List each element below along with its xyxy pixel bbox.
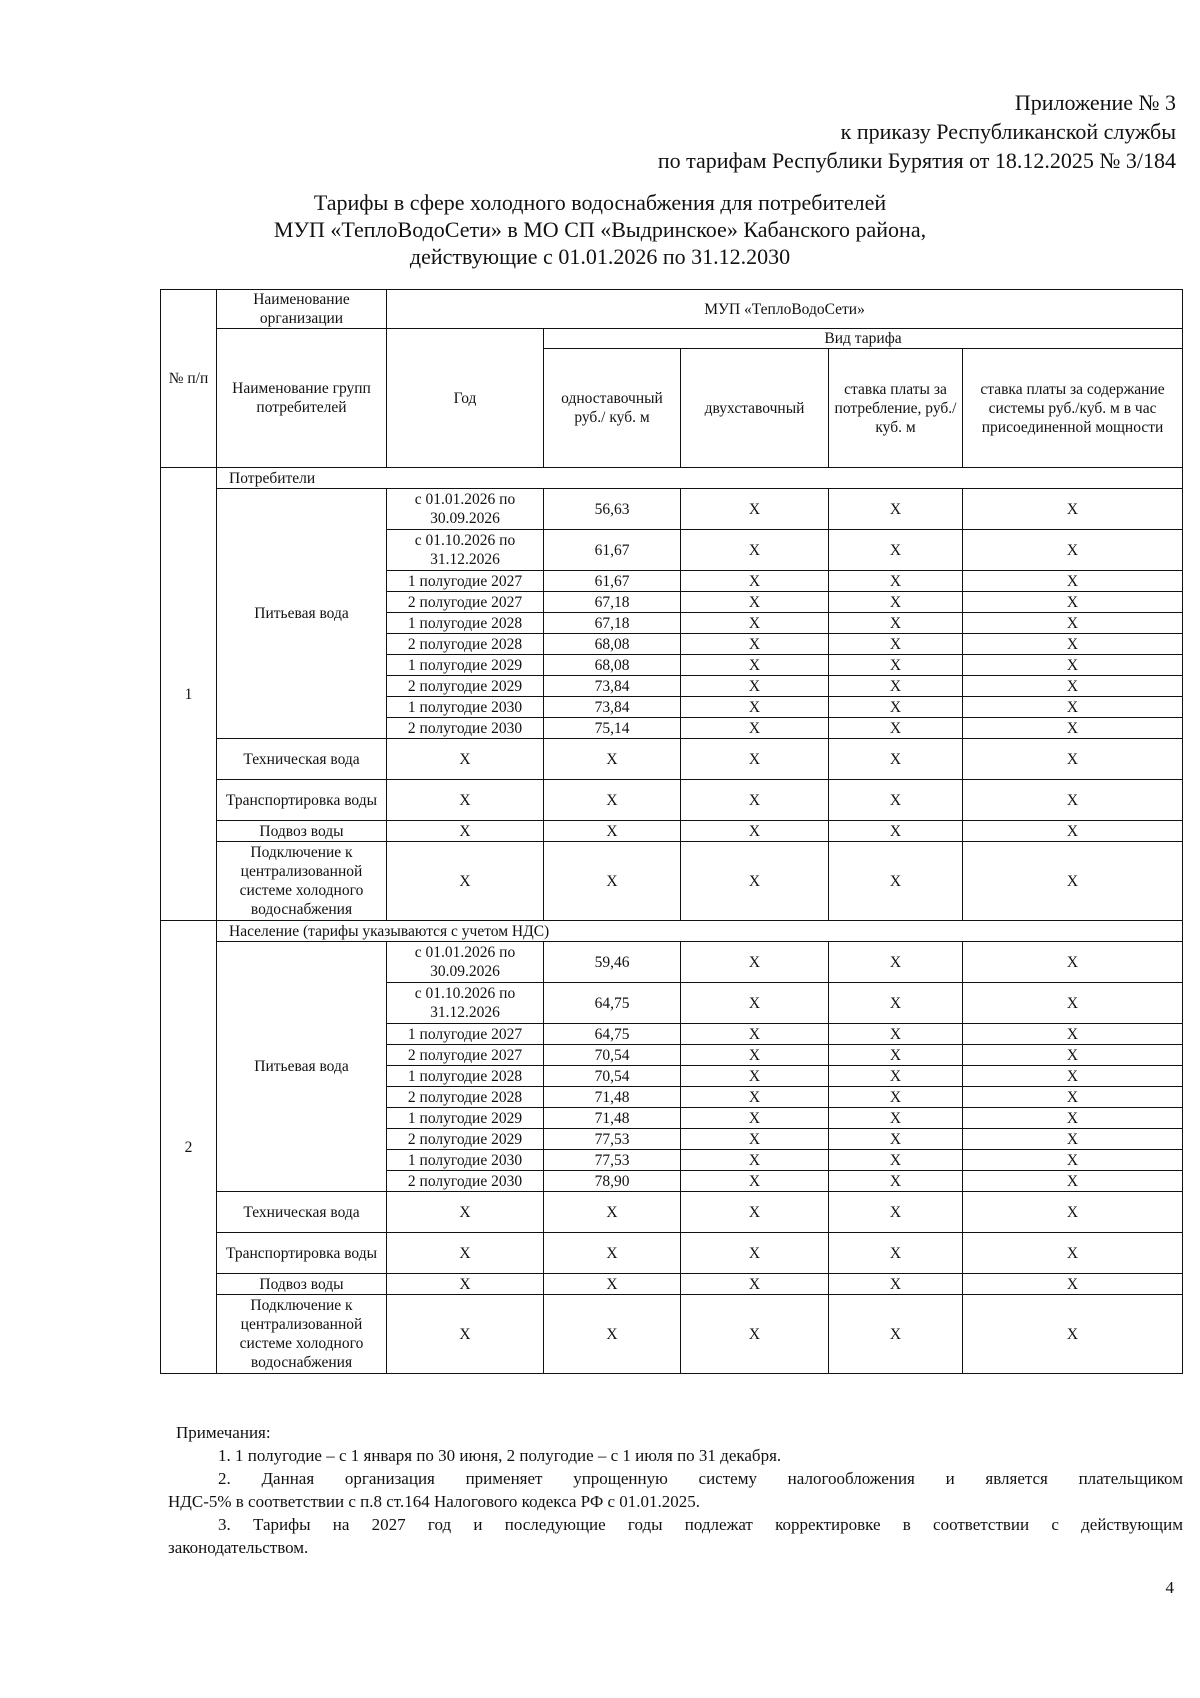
double-rate-cell: X	[681, 983, 829, 1024]
single-rate-cell: X	[544, 821, 681, 842]
single-rate-cell: 73,84	[544, 697, 681, 718]
maintenance-rate-cell: X	[963, 718, 1183, 739]
maintenance-rate-cell: X	[963, 634, 1183, 655]
header-maintenance-rate: ставка платы за содержание системы руб./куб. м в час присоединенной мощности	[963, 349, 1183, 468]
maintenance-rate-cell: X	[963, 530, 1183, 571]
annex-line-2: к приказу Республиканской службы	[840, 119, 1176, 144]
double-rate-cell: X	[681, 1066, 829, 1087]
maintenance-rate-cell: X	[963, 1192, 1183, 1233]
group-label-cell: Техническая вода	[217, 739, 387, 780]
double-rate-cell: X	[681, 634, 829, 655]
double-rate-cell: X	[681, 489, 829, 530]
single-rate-cell: X	[544, 1295, 681, 1374]
consumption-rate-cell: X	[829, 739, 963, 780]
maintenance-rate-cell: X	[963, 592, 1183, 613]
maintenance-rate-cell: X	[963, 942, 1183, 983]
double-rate-cell: X	[681, 1274, 829, 1295]
section-number: 1	[161, 468, 217, 921]
single-rate-cell: 68,08	[544, 634, 681, 655]
period-cell: 1 полугодие 2027	[387, 571, 544, 592]
double-rate-cell: X	[681, 942, 829, 983]
note-1: 1. 1 полугодие – с 1 января по 30 июня, 2 полугодие – с 1 июля по 31 декабря.	[218, 1446, 782, 1465]
maintenance-rate-cell: X	[963, 983, 1183, 1024]
single-rate-cell: 67,18	[544, 592, 681, 613]
single-rate-cell: X	[544, 842, 681, 921]
annex-line-3: по тарифам Республики Бурятия от 18.12.2025 № 3/184	[657, 148, 1176, 173]
group-drinking-water: Питьевая вода	[217, 942, 387, 1192]
period-cell: X	[387, 842, 544, 921]
note-3-line-1: 3. Тарифы на 2027 год и последующие годы подлежат корректировке в соответствии с действующим	[218, 1515, 1183, 1534]
single-rate-cell: 56,63	[544, 489, 681, 530]
period-cell: 1 полугодие 2029	[387, 1108, 544, 1129]
double-rate-cell: X	[681, 676, 829, 697]
period-cell: с 01.01.2026 по 30.09.2026	[387, 489, 544, 530]
double-rate-cell: X	[681, 842, 829, 921]
maintenance-rate-cell: X	[963, 1045, 1183, 1066]
header-org: Наименование организации	[217, 290, 387, 329]
table-row	[161, 942, 1183, 983]
period-cell: 2 полугодие 2030	[387, 718, 544, 739]
maintenance-rate-cell: X	[963, 1233, 1183, 1274]
table-row	[161, 1274, 1183, 1295]
period-cell: X	[387, 1295, 544, 1374]
consumption-rate-cell: X	[829, 613, 963, 634]
double-rate-cell: X	[681, 821, 829, 842]
consumption-rate-cell: X	[829, 634, 963, 655]
consumption-rate-cell: X	[829, 1150, 963, 1171]
single-rate-cell: X	[544, 1233, 681, 1274]
consumption-rate-cell: X	[829, 1192, 963, 1233]
consumption-rate-cell: X	[829, 592, 963, 613]
period-cell: X	[387, 739, 544, 780]
consumption-rate-cell: X	[829, 1129, 963, 1150]
double-rate-cell: X	[681, 1233, 829, 1274]
double-rate-cell: X	[681, 613, 829, 634]
title-line-1: Тарифы в сфере холодного водоснабжения для потребителей	[313, 190, 887, 215]
header-org-name: МУП «ТеплоВодоСети»	[387, 290, 1183, 329]
double-rate-cell: X	[681, 1087, 829, 1108]
group-label-cell: Подвоз воды	[217, 821, 387, 842]
consumption-rate-cell: X	[829, 489, 963, 530]
note-2-line-2: НДС-5% в соответствии с п.8 ст.164 Налогового кодекса РФ с 01.01.2025.	[168, 1492, 701, 1511]
group-label-cell: Транспортировка воды	[217, 780, 387, 821]
maintenance-rate-cell: X	[963, 1066, 1183, 1087]
consumption-rate-cell: X	[829, 942, 963, 983]
consumption-rate-cell: X	[829, 1066, 963, 1087]
section-row	[161, 468, 1183, 489]
single-rate-cell: 73,84	[544, 676, 681, 697]
period-cell: с 01.10.2026 по 31.12.2026	[387, 983, 544, 1024]
group-label-cell: Подвоз воды	[217, 1274, 387, 1295]
table-row	[161, 780, 1183, 821]
double-rate-cell: X	[681, 1024, 829, 1045]
table-row	[161, 1192, 1183, 1233]
period-cell: 2 полугодие 2030	[387, 1171, 544, 1192]
single-rate-cell: 71,48	[544, 1087, 681, 1108]
maintenance-rate-cell: X	[963, 1295, 1183, 1374]
document-title	[0, 189, 1200, 270]
double-rate-cell: X	[681, 1192, 829, 1233]
double-rate-cell: X	[681, 780, 829, 821]
period-cell: 1 полугодие 2028	[387, 613, 544, 634]
consumption-rate-cell: X	[829, 842, 963, 921]
maintenance-rate-cell: X	[963, 1108, 1183, 1129]
single-rate-cell: 70,54	[544, 1066, 681, 1087]
maintenance-rate-cell: X	[963, 739, 1183, 780]
group-label-cell: Транспортировка воды	[217, 1233, 387, 1274]
single-rate-cell: 75,14	[544, 718, 681, 739]
period-cell: с 01.10.2026 по 31.12.2026	[387, 530, 544, 571]
double-rate-cell: X	[681, 571, 829, 592]
annex-line-1: Приложение № 3	[1014, 90, 1176, 115]
annex-header	[658, 88, 1176, 175]
title-line-2: МУП «ТеплоВодоСети» в МО СП «Выдринское» Кабанского района,	[273, 217, 927, 242]
maintenance-rate-cell: X	[963, 842, 1183, 921]
table-row	[161, 1295, 1183, 1374]
group-label-cell: Подключение к централизованной системе холодного водоснабжения	[217, 1295, 387, 1374]
maintenance-rate-cell: X	[963, 571, 1183, 592]
consumption-rate-cell: X	[829, 697, 963, 718]
table-row	[161, 821, 1183, 842]
double-rate-cell: X	[681, 1150, 829, 1171]
consumption-rate-cell: X	[829, 1045, 963, 1066]
table-row	[161, 842, 1183, 921]
period-cell: X	[387, 1233, 544, 1274]
single-rate-cell: 61,67	[544, 530, 681, 571]
maintenance-rate-cell: X	[963, 1087, 1183, 1108]
maintenance-rate-cell: X	[963, 655, 1183, 676]
single-rate-cell: 70,54	[544, 1045, 681, 1066]
single-rate-cell: X	[544, 1192, 681, 1233]
single-rate-cell: 59,46	[544, 942, 681, 983]
period-cell: 2 полугодие 2029	[387, 1129, 544, 1150]
maintenance-rate-cell: X	[963, 613, 1183, 634]
header-tariff-type: Вид тарифа	[544, 329, 1183, 349]
double-rate-cell: X	[681, 530, 829, 571]
consumption-rate-cell: X	[829, 655, 963, 676]
header-num: № п/п	[161, 290, 217, 468]
consumption-rate-cell: X	[829, 530, 963, 571]
maintenance-rate-cell: X	[963, 821, 1183, 842]
single-rate-cell: X	[544, 739, 681, 780]
group-label-cell: Подключение к централизованной системе холодного водоснабжения	[217, 842, 387, 921]
single-rate-cell: 77,53	[544, 1150, 681, 1171]
tariff-table	[160, 289, 1183, 1374]
period-cell: 1 полугодие 2029	[387, 655, 544, 676]
header-single-rate: одноставочный руб./ куб. м	[544, 349, 681, 468]
double-rate-cell: X	[681, 1295, 829, 1374]
period-cell: 2 полугодие 2028	[387, 1087, 544, 1108]
header-year: Год	[387, 329, 544, 468]
maintenance-rate-cell: X	[963, 780, 1183, 821]
consumption-rate-cell: X	[829, 780, 963, 821]
consumption-rate-cell: X	[829, 1171, 963, 1192]
single-rate-cell: 77,53	[544, 1129, 681, 1150]
consumption-rate-cell: X	[829, 1233, 963, 1274]
single-rate-cell: 61,67	[544, 571, 681, 592]
table-row	[161, 1233, 1183, 1274]
period-cell: 2 полугодие 2028	[387, 634, 544, 655]
single-rate-cell: 64,75	[544, 983, 681, 1024]
consumption-rate-cell: X	[829, 1108, 963, 1129]
period-cell: 2 полугодие 2029	[387, 676, 544, 697]
maintenance-rate-cell: X	[963, 1024, 1183, 1045]
table-row	[161, 489, 1183, 530]
notes-heading: Примечания:	[176, 1423, 271, 1442]
period-cell: X	[387, 1192, 544, 1233]
consumption-rate-cell: X	[829, 676, 963, 697]
section-number: 2	[161, 921, 217, 1374]
period-cell: X	[387, 821, 544, 842]
maintenance-rate-cell: X	[963, 676, 1183, 697]
consumption-rate-cell: X	[829, 983, 963, 1024]
period-cell: X	[387, 780, 544, 821]
header-consumption-rate: ставка платы за потребление, руб./ куб. м	[829, 349, 963, 468]
single-rate-cell: X	[544, 780, 681, 821]
double-rate-cell: X	[681, 718, 829, 739]
maintenance-rate-cell: X	[963, 489, 1183, 530]
consumption-rate-cell: X	[829, 718, 963, 739]
section-title: Население (тарифы указываются с учетом НДС)	[217, 921, 1183, 942]
title-line-3: действующие с 01.01.2026 по 31.12.2030	[409, 244, 791, 269]
single-rate-cell: 67,18	[544, 613, 681, 634]
header-group: Наименование групп потребителей	[217, 329, 387, 468]
consumption-rate-cell: X	[829, 1087, 963, 1108]
notes-block	[168, 1421, 1183, 1559]
group-drinking-water: Питьевая вода	[217, 489, 387, 739]
period-cell: X	[387, 1274, 544, 1295]
maintenance-rate-cell: X	[963, 1274, 1183, 1295]
header-double-rate: двухставочный	[681, 349, 829, 468]
consumption-rate-cell: X	[829, 1274, 963, 1295]
group-label-cell: Техническая вода	[217, 1192, 387, 1233]
period-cell: с 01.01.2026 по 30.09.2026	[387, 942, 544, 983]
double-rate-cell: X	[681, 739, 829, 780]
period-cell: 1 полугодие 2028	[387, 1066, 544, 1087]
page-number: 4	[1165, 1578, 1174, 1597]
maintenance-rate-cell: X	[963, 1150, 1183, 1171]
single-rate-cell: 68,08	[544, 655, 681, 676]
maintenance-rate-cell: X	[963, 697, 1183, 718]
double-rate-cell: X	[681, 1171, 829, 1192]
maintenance-rate-cell: X	[963, 1129, 1183, 1150]
table-row	[161, 739, 1183, 780]
period-cell: 1 полугодие 2027	[387, 1024, 544, 1045]
period-cell: 2 полугодие 2027	[387, 592, 544, 613]
single-rate-cell: 64,75	[544, 1024, 681, 1045]
note-2-line-1: 2. Данная организация применяет упрощенную систему налогообложения и является плательщиком	[218, 1469, 1183, 1488]
double-rate-cell: X	[681, 1108, 829, 1129]
single-rate-cell: 78,90	[544, 1171, 681, 1192]
section-title: Потребители	[217, 468, 1183, 489]
consumption-rate-cell: X	[829, 1024, 963, 1045]
note-3-line-2: законодательством.	[168, 1538, 309, 1557]
period-cell: 2 полугодие 2027	[387, 1045, 544, 1066]
period-cell: 1 полугодие 2030	[387, 1150, 544, 1171]
section-row	[161, 921, 1183, 942]
consumption-rate-cell: X	[829, 1295, 963, 1374]
double-rate-cell: X	[681, 1045, 829, 1066]
double-rate-cell: X	[681, 697, 829, 718]
consumption-rate-cell: X	[829, 571, 963, 592]
double-rate-cell: X	[681, 655, 829, 676]
double-rate-cell: X	[681, 1129, 829, 1150]
single-rate-cell: 71,48	[544, 1108, 681, 1129]
single-rate-cell: X	[544, 1274, 681, 1295]
consumption-rate-cell: X	[829, 821, 963, 842]
maintenance-rate-cell: X	[963, 1171, 1183, 1192]
double-rate-cell: X	[681, 592, 829, 613]
period-cell: 1 полугодие 2030	[387, 697, 544, 718]
